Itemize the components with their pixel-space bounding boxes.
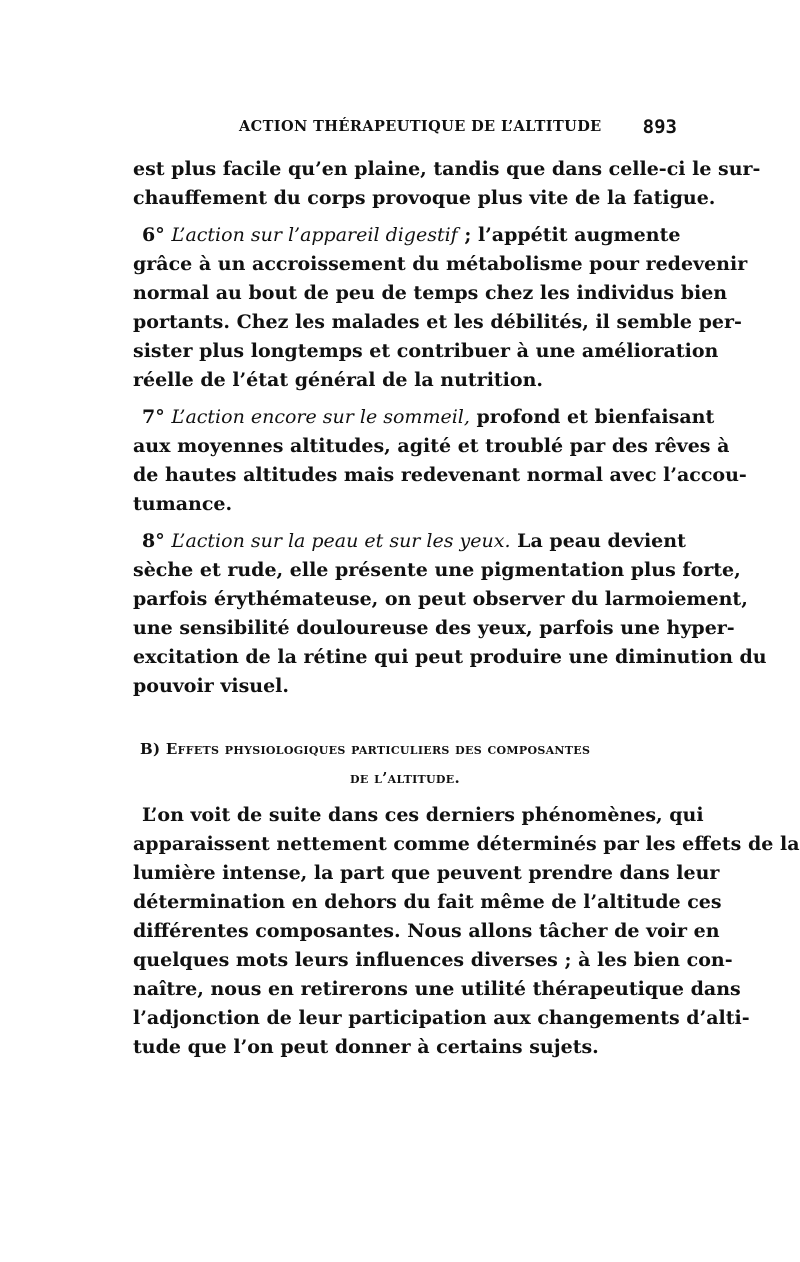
paragraph-line: détermination en dehors du fait même de l’altitude ces [133, 891, 722, 913]
paragraph-line: l’adjonction de leur participation aux changements d’alti- [133, 1007, 750, 1029]
paragraph-line: portants. Chez les malades et les débilités, il semble per- [133, 311, 742, 333]
paragraph-first-line [133, 403, 715, 432]
paragraph-line: lumière intense, la part que peuvent prendre dans leur [133, 862, 720, 884]
paragraph-line: tumance. [133, 493, 233, 515]
running-title: ACTION THÉRAPEUTIQUE DE L’ALTITUDE [239, 118, 602, 135]
paragraph-line: L’on voit de suite dans ces derniers phénomènes, qui [142, 804, 704, 826]
item-number: 6° [142, 224, 172, 246]
paragraph-line: sister plus longtemps et contribuer à une amélioration [133, 340, 719, 362]
section-heading-line2: de l’altitude. [350, 769, 460, 787]
item-heading: L’action sur l’appareil digestif [171, 224, 458, 246]
paragraph-line: grâce à un accroissement du métabolisme pour redevenir [133, 253, 748, 275]
paragraph-first-line [133, 527, 686, 556]
body-text [133, 155, 800, 1062]
paragraph-line: excitation de la rétine qui peut produire une diminution du [133, 646, 767, 668]
paragraph-line: de hautes altitudes mais redevenant normal avec l’accou- [133, 464, 747, 486]
paragraph-line: normal au bout de peu de temps chez les individus bien [133, 282, 728, 304]
paragraph-line: parfois érythémateuse, on peut observer du larmoiement, [133, 588, 748, 610]
item-number: 8° [142, 530, 172, 552]
item-text: La peau devient [510, 530, 686, 552]
item-number: 7° [142, 406, 172, 428]
paragraph-line: tude que l’on peut donner à certains sujets. [133, 1036, 599, 1058]
item-text: ; l’appétit augmente [457, 224, 681, 246]
paragraph-line: naître, nous en retirerons une utilité thérapeutique dans [133, 978, 741, 1000]
section-label: B) [140, 740, 161, 758]
item-heading: L’action encore sur le sommeil, [171, 406, 470, 428]
paragraph-line: quelques mots leurs influences diverses ; à les bien con- [133, 949, 733, 971]
paragraph-line: apparaissent nettement comme déterminés par les effets de la [133, 833, 800, 855]
paragraph-line: pouvoir visuel. [133, 675, 290, 697]
paragraph-first-line [133, 221, 681, 250]
page-header [133, 116, 677, 140]
page-number: 893 [642, 116, 677, 138]
paragraph-line: différentes composantes. Nous allons tâcher de voir en [133, 920, 720, 942]
paragraph-line: sèche et rude, elle présente une pigmentation plus forte, [133, 559, 741, 581]
item-text: profond et bienfaisant [469, 406, 715, 428]
paragraph-line: chauffement du corps provoque plus vite de la fatigue. [133, 187, 716, 209]
paragraph-line: réelle de l’état général de la nutrition. [133, 369, 544, 391]
section-heading [133, 735, 677, 764]
item-heading: L’action sur la peau et sur les yeux. [171, 530, 511, 552]
section-heading-line1: Effets physiologiques particuliers des composantes [165, 740, 591, 758]
paragraph-line: une sensibilité douloureuse des yeux, parfois une hyper- [133, 617, 735, 639]
paragraph-line: aux moyennes altitudes, agité et troublé par des rêves à [133, 435, 730, 457]
paragraph-line: est plus facile qu’en plaine, tandis que dans celle-ci le sur- [133, 158, 761, 180]
